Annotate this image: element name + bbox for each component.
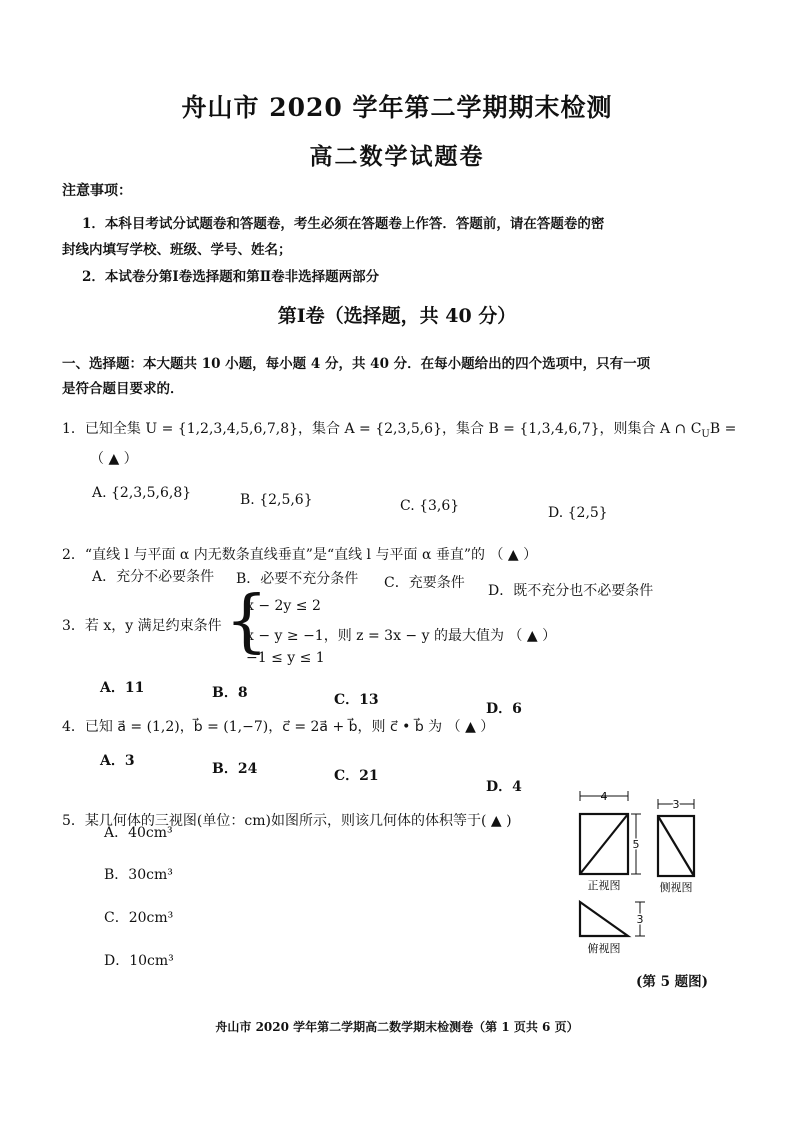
q1-option-b[interactable]: B. {2,5,6} [240,492,313,508]
side-view [658,816,694,876]
front-view-label: 正视图 [587,879,621,892]
q3-stem: 3．若 x，y 满足约束条件 [62,618,222,634]
notice-heading: 注意事项： [62,183,132,199]
notice-item1-line1: 1．本科目考试分试题卷和答题卷，考生必须在答题卷上作答．答题前，请在答题卷的密 [82,216,605,232]
top-view-label: 俯视图 [587,942,621,955]
q5-option-d[interactable]: D．10cm³ [104,953,174,969]
q4-option-a[interactable]: A．3 [100,753,135,769]
q1-option-c[interactable]: C. {3,6} [400,498,460,514]
q1-option-d[interactable]: D. {2,5} [548,505,608,521]
q3-constraint-3: −1 ≤ y ≤ 1 [246,650,325,666]
q3-constraint-1: x − 2y ≤ 2 [246,598,321,614]
page-footer: 舟山市 2020 学年第二学期高二数学期末检测卷（第 1 页共 6 页） [215,1020,579,1034]
q2-option-a[interactable]: A．充分不必要条件 [92,569,215,585]
section1-line2: 是符合题目要求的． [62,381,184,397]
exam-subtitle: 高二数学试题卷 [309,143,485,170]
top-view [580,902,628,936]
q4-option-c[interactable]: C．21 [334,768,379,784]
q1-stem-end: B = [709,421,737,437]
q2-option-c[interactable]: C．充要条件 [384,575,465,591]
notice-item2: 2．本试卷分第Ⅰ卷选择题和第Ⅱ卷非选择题两部分 [82,269,380,285]
q3-option-b[interactable]: B．8 [212,685,248,701]
figure-caption: (第 5 题图) [636,974,709,990]
q3-option-d[interactable]: D．6 [486,701,522,717]
q4-option-b[interactable]: B．24 [212,761,258,777]
q2-option-b[interactable]: B．必要不充分条件 [236,571,359,587]
q5-option-a[interactable]: A．40cm³ [104,825,173,841]
side-view-label: 侧视图 [659,881,693,894]
notice-item1-line2: 封线内填写学校、班级、学号、姓名； [62,242,292,258]
section1-line1: 一、选择题：本大题共 10 小题，每小题 4 分，共 40 分．在每小题给出的四个选项中，只有一项 [62,356,651,372]
q1-stem [62,418,736,440]
q4-stem: 4．已知 a⃗ = (1,2)，b⃗ = (1,−7)，c⃗ = 2a⃗ + b⃗，则 c⃗ • b⃗ 为 （ ▲ ） [62,719,495,735]
dim-side-width: 3 [672,798,680,811]
q5-option-b[interactable]: B．30cm³ [104,867,173,883]
q5-stem: 5．某几何体的三视图(单位：cm)如图所示，则该几何体的体积等于( ▲ ) [62,813,512,829]
dim-top-height: 3 [636,913,644,926]
q3-option-c[interactable]: C．13 [334,692,379,708]
three-view-figure [570,786,710,958]
part1-title: 第Ⅰ卷（选择题，共 40 分） [277,305,517,327]
front-view [580,814,628,874]
q1-blank: （ ▲ ） [90,451,138,467]
q2-stem: 2．“直线 l 与平面 α 内无数条直线垂直”是“直线 l 与平面 α 垂直”的 （ ▲ ） [62,547,538,563]
q3-option-a[interactable]: A．11 [100,680,145,696]
exam-title: 舟山市 2020 学年第二学期期末检测 [181,93,613,122]
q1-subscript: U [701,428,710,440]
q5-option-c[interactable]: C．20cm³ [104,910,174,926]
q3-constraint-2: x − y ≥ −1，则 z = 3x − y 的最大值为 （ ▲ ） [246,628,557,644]
dim-front-height: 5 [632,838,640,851]
q2-option-d[interactable]: D．既不充分也不必要条件 [488,583,654,599]
dim-front-width: 4 [600,790,608,803]
q1-stem-text: 1．已知全集 U = {1,2,3,4,5,6,7,8}，集合 A = {2,3,5,6}，集合 B = {1,3,4,6,7}，则集合 A ∩ C [62,421,702,437]
q1-option-a[interactable]: A. {2,3,5,6,8} [92,485,192,501]
q4-option-d[interactable]: D．4 [486,779,522,795]
q3-brace: { [225,582,269,661]
